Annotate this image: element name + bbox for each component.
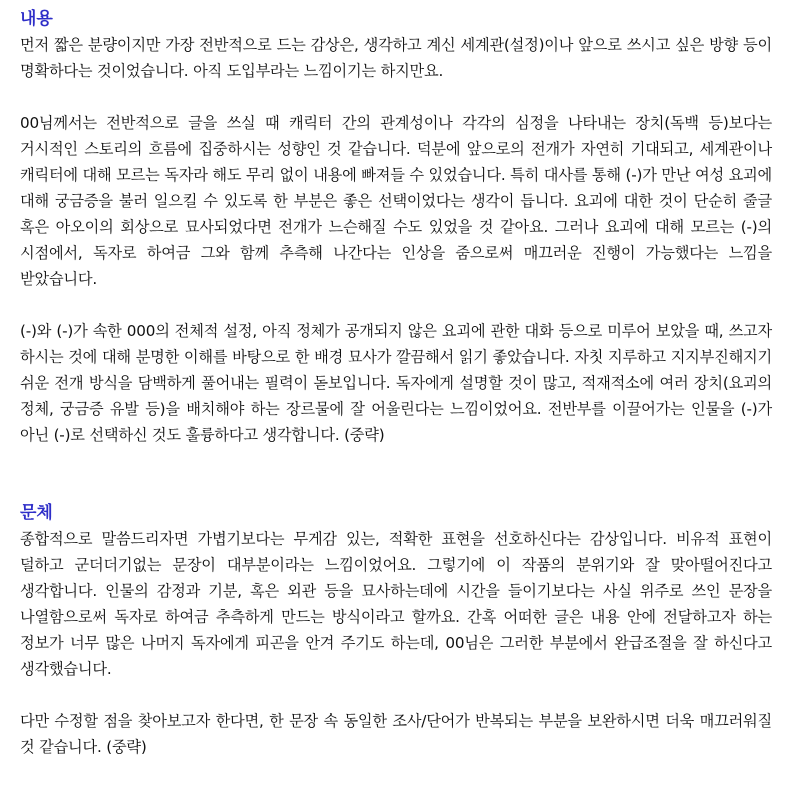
paragraph-spacer (20, 682, 772, 708)
section-spacer (20, 448, 772, 500)
paragraph: 00님께서는 전반적으로 글을 쓰실 때 캐릭터 간의 관계성이나 각각의 심정을 나타내는 장치(독백 등)보다는 거시적인 스토리의 흐름에 집중하시는 성향인 것 같습니다. 덕분에 앞으로의 전개가 자연히 기대되고, 세계관이나 캐릭터에 대해 모르는 독자라 해도 무리 없이 내용에 빠져들 수 있었습니다. 특히 대사를 통해 (-)가 만난 여성 요괴에 대해 궁금증을 불러 일으킬 수 있도록 한 부분은 좋은 선택이었다는 생각이 듭니다. 요괴에 대한 것이 단순히 줄글 혹은 아오이의 회상으로 묘사되었다면 전개가 느슨해질 수도 있었을 것 같아요. 그러나 요괴에 대해 모르는 (-)의 시점에서, 독자로 하여금 그와 함께 추측해 나간다는 인상을 줌으로써 매끄러운 진행이 가능했다는 느낌을 받았습니다. (20, 114, 772, 288)
paragraph-spacer (20, 84, 772, 110)
paragraph: 종합적으로 말씀드리자면 가볍기보다는 무게감 있는, 적확한 표현을 선호하신다는 감상입니다. 비유적 표현이 덜하고 군더더기없는 문장이 대부분이라는 느낌이었어요. 그렇기에 이 작품의 분위기와 잘 맞아떨어진다고 생각합니다. 인물의 감정과 기분, 혹은 외관 등을 묘사하는데에 시간을 들이기보다는 사실 위주로 쓰인 문장을 나열함으로써 독자로 하여금 추측하게 만드는 방식이라고 할까요. 간혹 어떠한 글은 내용 안에 전달하고자 하는 정보가 너무 많은 나머지 독자에게 피곤을 안겨 주기도 하는데, 00님은 그러한 부분에서 완급조절을 잘 하신다고 생각했습니다. (20, 530, 772, 678)
paragraph: 다만 수정할 점을 찾아보고자 한다면, 한 문장 속 동일한 조사/단어가 반복되는 부분을 보완하시면 더욱 매끄러워질 것 같습니다. (중략) (20, 712, 772, 756)
document-body (20, 6, 772, 760)
section-heading-content: 내용 (20, 9, 53, 29)
paragraph: (-)와 (-)가 속한 000의 전체적 설정, 아직 정체가 공개되지 않은 요괴에 관한 대화 등으로 미루어 보았을 때, 쓰고자 하시는 것에 대해 분명한 이해를 바탕으로 한 배경 묘사가 깔끔해서 읽기 좋았습니다. 자칫 지루하고 지지부진해지기 쉬운 전개 방식을 담백하게 풀어내는 필력이 돋보입니다. 독자에게 설명할 것이 많고, 적재적소에 여러 장치(요괴의 정체, 궁금증 유발 등)을 배치해야 하는 장르물에 잘 어울린다는 느낌이었어요. 전반부를 이끌어가는 인물을 (-)가 아닌 (-)로 선택하신 것도 훌륭하다고 생각합니다. (중략) (20, 322, 772, 444)
paragraph-spacer (20, 292, 772, 318)
paragraph: 먼저 짧은 분량이지만 가장 전반적으로 드는 감상은, 생각하고 계신 세계관(설정)이나 앞으로 쓰시고 싶은 방향 등이 명확하다는 것이었습니다. 아직 도입부라는 느낌이기는 하지만요. (20, 36, 772, 80)
section-heading-style: 문체 (20, 503, 53, 523)
